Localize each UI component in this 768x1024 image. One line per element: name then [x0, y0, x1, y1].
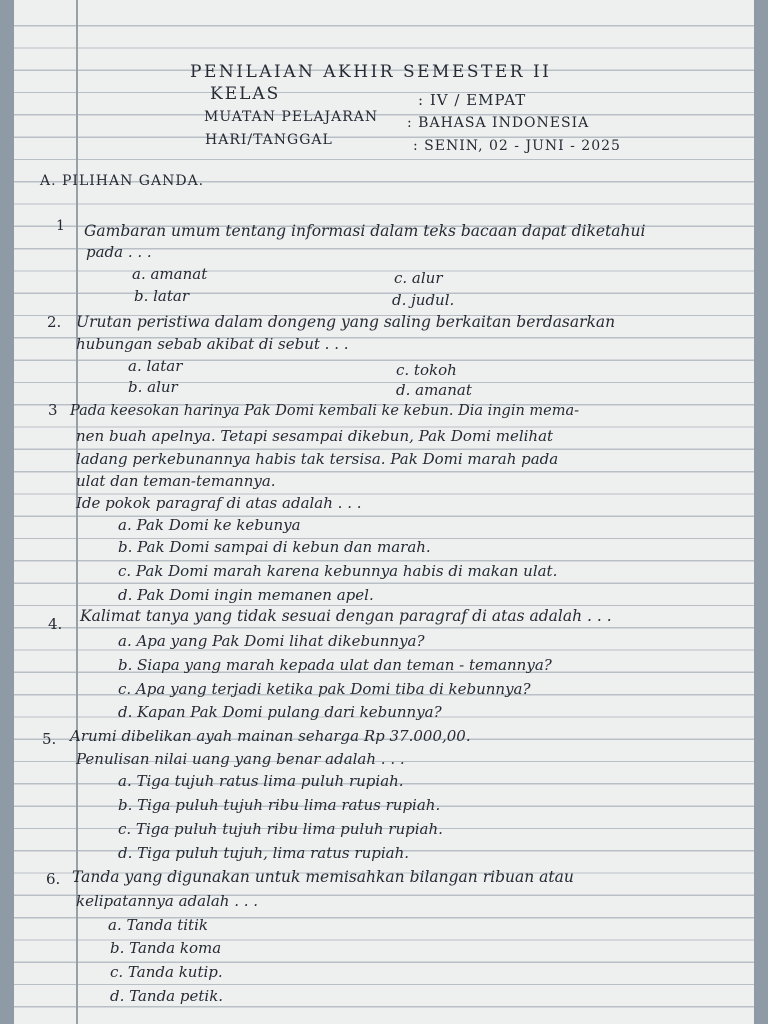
question-1-option-a: a. amanat: [132, 265, 208, 283]
question-3-number: 3: [48, 401, 58, 419]
question-6-number: 6.: [46, 870, 61, 888]
question-6-line-1: Tanda yang digunakan untuk memisahkan bilangan ribuan atau: [72, 868, 574, 886]
question-2-line-1: Urutan peristiwa dalam dongeng yang saling berkaitan berdasarkan: [76, 313, 616, 331]
question-6-line-2: kelipatannya adalah . . .: [76, 892, 259, 910]
section-heading: A. PILIHAN GANDA.: [40, 173, 205, 189]
question-3-line-4: ulat dan teman-temannya.: [76, 472, 276, 490]
hari-label: HARI/TANGGAL: [205, 132, 333, 148]
question-5-line-1: Arumi dibelikan ayah mainan seharga Rp 37.000,00.: [70, 727, 471, 745]
question-6-option-b: b. Tanda koma: [110, 939, 222, 957]
question-4-line-1: Kalimat tanya yang tidak sesuai dengan paragraf di atas adalah . . .: [80, 607, 612, 625]
question-1-number: 1: [56, 218, 65, 234]
question-6-option-c: c. Tanda kutip.: [110, 963, 223, 981]
question-4-option-c: c. Apa yang terjadi ketika pak Domi tiba di kebunnya?: [118, 680, 531, 698]
muatan-label: MUATAN PELAJARAN: [204, 109, 379, 125]
question-5-option-d: d. Tiga puluh tujuh, lima ratus rupiah.: [118, 844, 409, 862]
question-1-option-c: c. alur: [394, 269, 443, 287]
question-3-option-a: a. Pak Domi ke kebunya: [118, 516, 301, 534]
question-1-option-b: b. latar: [134, 287, 190, 305]
question-4-option-a: a. Apa yang Pak Domi lihat dikebunnya?: [118, 632, 425, 650]
question-2-line-2: hubungan sebab akibat di sebut . . .: [76, 335, 349, 353]
question-3-line-1: Pada keesokan harinya Pak Domi kembali ke kebun. Dia ingin mema-: [70, 403, 580, 419]
question-4-number: 4.: [48, 615, 63, 633]
question-5-option-b: b. Tiga puluh tujuh ribu lima ratus rupiah.: [118, 796, 441, 814]
question-2-option-d: d. amanat: [396, 381, 472, 399]
question-4-option-d: d. Kapan Pak Domi pulang dari kebunnya?: [118, 703, 442, 721]
question-2-option-c: c. tokoh: [396, 361, 457, 379]
question-3-option-c: c. Pak Domi marah karena kebunnya habis di makan ulat.: [118, 562, 558, 580]
question-6-option-a: a. Tanda titik: [108, 916, 208, 934]
question-2-number: 2.: [47, 313, 62, 331]
kelas-value: : IV / EMPAT: [418, 91, 527, 109]
question-5-option-a: a. Tiga tujuh ratus lima puluh rupiah.: [118, 772, 404, 790]
question-5-line-2: Penulisan nilai uang yang benar adalah . . .: [76, 750, 405, 768]
question-1-line-1: Gambaran umum tentang informasi dalam teks bacaan dapat diketahui: [84, 222, 646, 240]
question-5-option-c: c. Tiga puluh tujuh ribu lima puluh rupiah.: [118, 820, 443, 838]
question-6-option-d: d. Tanda petik.: [110, 987, 224, 1005]
question-3-option-b: b. Pak Domi sampai di kebun dan marah.: [118, 538, 431, 556]
question-1-line-2: pada . . .: [86, 243, 152, 261]
question-3-line-2: nen buah apelnya. Tetapi sesampai dikebun, Pak Domi melihat: [76, 427, 554, 445]
lined-paper-sheet: [14, 0, 754, 1024]
question-2-option-b: b. alur: [128, 378, 178, 396]
question-5-number: 5.: [42, 730, 57, 748]
question-3-line-3: ladang perkebunannya habis tak tersisa. Pak Domi marah pada: [76, 450, 559, 468]
question-2-option-a: a. latar: [128, 357, 183, 375]
muatan-value: : BAHASA INDONESIA: [407, 115, 590, 131]
question-1-option-d: d. judul.: [392, 291, 455, 309]
kelas-label: KELAS: [210, 84, 281, 104]
hari-value: : SENIN, 02 - JUNI - 2025: [413, 138, 621, 154]
exam-title: PENILAIAN AKHIR SEMESTER II: [190, 62, 552, 82]
question-4-option-b: b. Siapa yang marah kepada ulat dan teman - temannya?: [118, 656, 552, 674]
question-3-option-d: d. Pak Domi ingin memanen apel.: [118, 586, 374, 604]
question-3-line-5: Ide pokok paragraf di atas adalah . . .: [76, 494, 362, 512]
